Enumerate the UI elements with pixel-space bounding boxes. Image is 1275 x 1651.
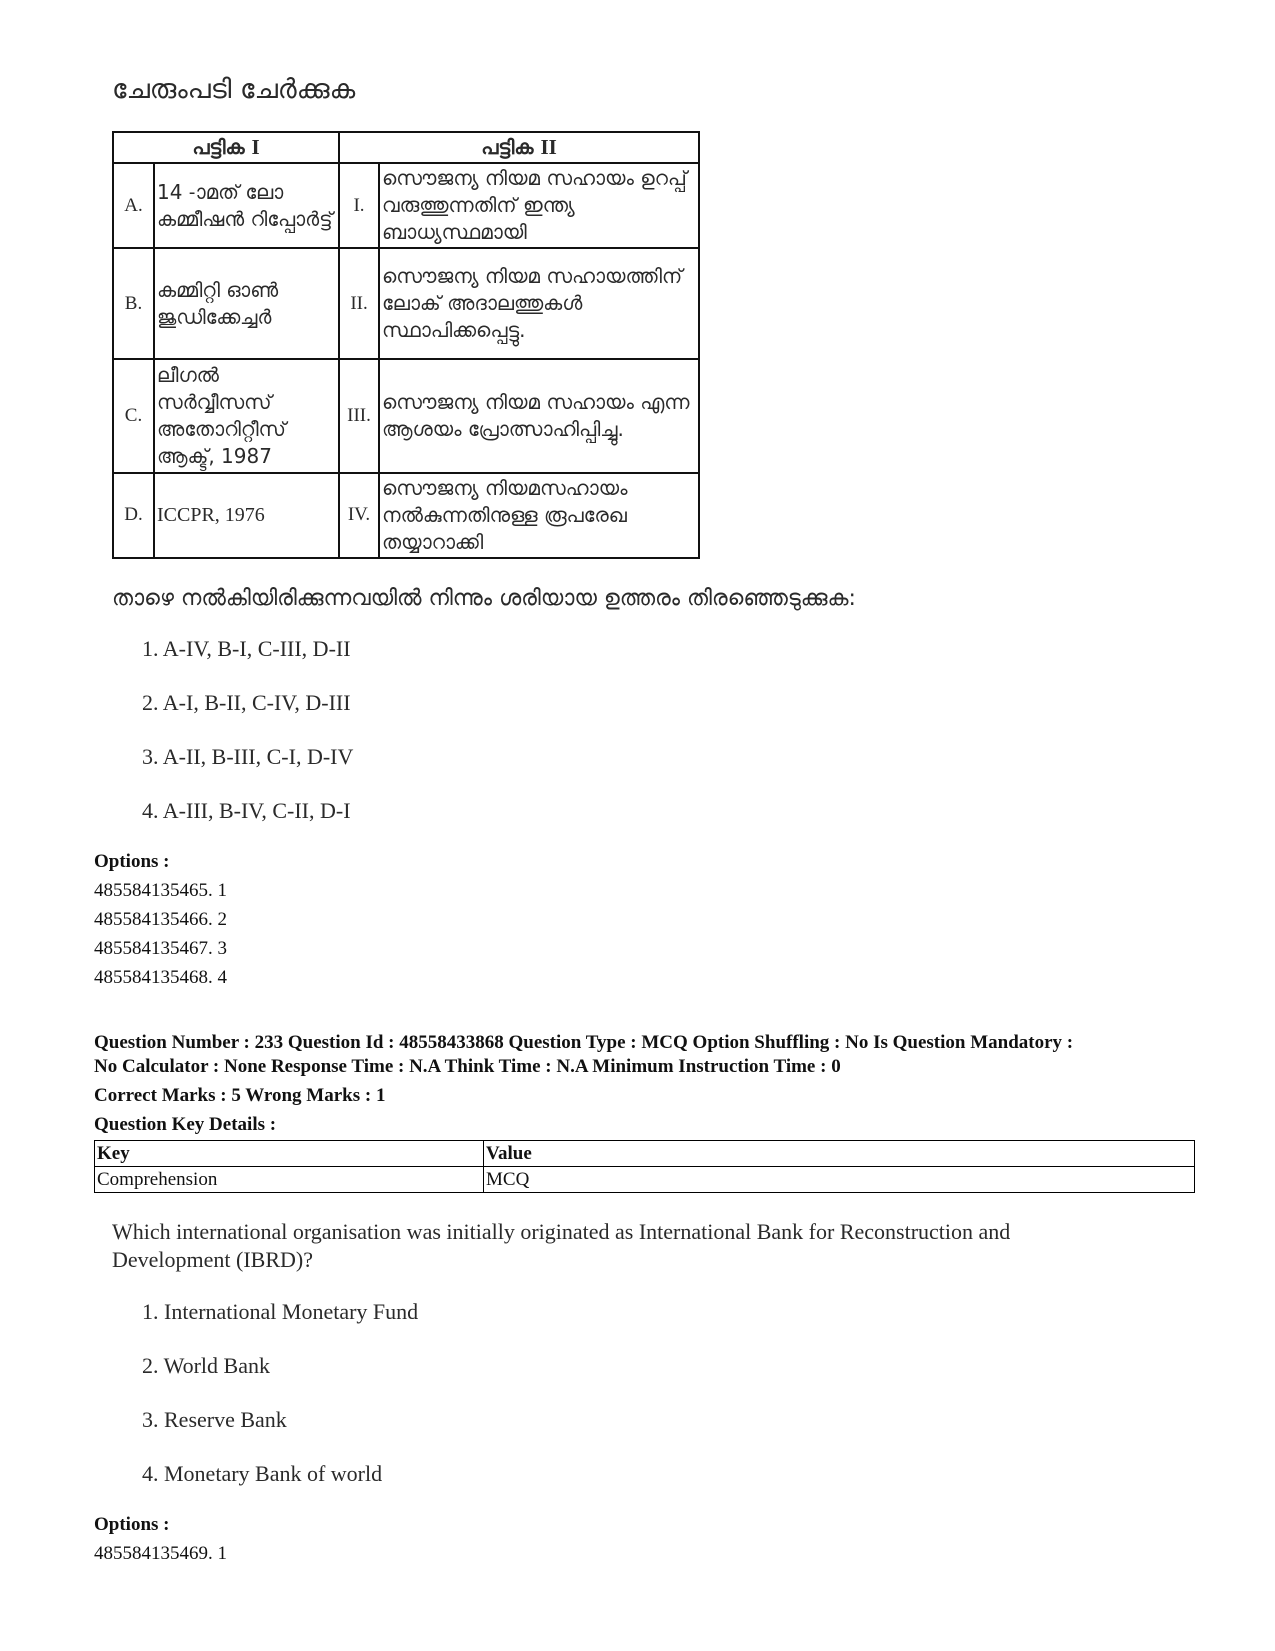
key-table-header xyxy=(95,1141,1195,1167)
table-row xyxy=(113,163,699,248)
key-header: Key xyxy=(95,1141,484,1167)
row-label: I. xyxy=(339,163,379,248)
options-label: Options : xyxy=(94,851,170,872)
choice-2: 2. A-I, B-II, C-IV, D-III xyxy=(142,690,351,715)
value-header: Value xyxy=(484,1141,1195,1167)
key-details-label: Question Key Details : xyxy=(94,1114,277,1135)
table-row xyxy=(113,359,699,472)
question-meta-line-2: No Calculator : None Response Time : N.A Think Time : N.A Minimum Instruction Time : 0 xyxy=(94,1056,841,1077)
list-1-cell: 14 -ാമത് ലോ കമ്മീഷൻ റിപ്പോർട്ട് xyxy=(154,163,339,248)
choice-4: 4. Monetary Bank of world xyxy=(142,1461,383,1486)
list-2-cell: സൌജന്യ നിയമ സഹായം എന്ന ആശയം പ്രോത്സാഹിപ്പിച്ചു. xyxy=(379,359,699,472)
options-label: Options : xyxy=(94,1514,170,1535)
list-2-cell: സൌജന്യ നിയമസഹായം നൽകുന്നതിനുള്ള രൂപരേഖ തയ്യാറാക്കി xyxy=(379,473,699,558)
value-cell: MCQ xyxy=(484,1167,1195,1193)
key-cell: Comprehension xyxy=(95,1167,484,1193)
key-details-table xyxy=(94,1140,1195,1193)
list-2-header: പട്ടിക II xyxy=(339,132,699,163)
table-row xyxy=(95,1167,1195,1193)
choice-3: 3. A-II, B-III, C-I, D-IV xyxy=(142,744,354,769)
question-instruction: ചേരുംപടി ചേർക്കുക xyxy=(112,74,356,105)
choice-1: 1. A-IV, B-I, C-III, D-II xyxy=(142,636,351,661)
table-row xyxy=(113,248,699,359)
marks-line: Correct Marks : 5 Wrong Marks : 1 xyxy=(94,1085,386,1106)
match-table-header xyxy=(113,132,699,163)
list-1-cell: കമ്മിറ്റി ഓൺ ജുഡിക്കേച്ചർ xyxy=(154,248,339,359)
row-label: III. xyxy=(339,359,379,472)
option-id: 485584135469. 1 xyxy=(94,1543,227,1564)
row-label: A. xyxy=(113,163,154,248)
option-id: 485584135467. 3 xyxy=(94,938,227,959)
row-label: C. xyxy=(113,359,154,472)
row-label: B. xyxy=(113,248,154,359)
list-1-cell: ലീഗൽ സർവ്വീസസ് അതോറിറ്റീസ് ആക്ട്, 1987 xyxy=(154,359,339,472)
row-label: D. xyxy=(113,473,154,558)
question-text: Which international organisation was initially originated as International Bank for Reconstruction and Development (IBRD)? xyxy=(112,1219,1011,1272)
option-id: 485584135466. 2 xyxy=(94,909,227,930)
choice-3: 3. Reserve Bank xyxy=(142,1407,287,1432)
match-table xyxy=(112,131,700,559)
table-row xyxy=(113,473,699,558)
row-label: II. xyxy=(339,248,379,359)
list-2-cell: സൌജന്യ നിയമ സഹായം ഉറപ്പ് വരുത്തുന്നതിന് ഇന്ത്യ ബാധ്യസ്ഥമായി xyxy=(379,163,699,248)
select-instruction: താഴെ നൽകിയിരിക്കുന്നവയിൽ നിന്നും ശരിയായ ഉത്തരം തിരഞ്ഞെടുക്കുക: xyxy=(112,586,856,611)
choice-2: 2. World Bank xyxy=(142,1353,270,1378)
list-1-header: പട്ടിക I xyxy=(113,132,339,163)
row-label: IV. xyxy=(339,473,379,558)
question-meta-line-1: Question Number : 233 Question Id : 48558433868 Question Type : MCQ Option Shuffling : No Is Question Mandatory : xyxy=(94,1032,1074,1053)
option-id: 485584135465. 1 xyxy=(94,880,227,901)
choice-1: 1. International Monetary Fund xyxy=(142,1299,419,1324)
list-2-cell: സൌജന്യ നിയമ സഹായത്തിന് ലോക് അദാലത്തുകൾ സ്ഥാപിക്കപ്പെട്ടു. xyxy=(379,248,699,359)
list-1-cell: ICCPR, 1976 xyxy=(154,473,339,558)
choice-4: 4. A-III, B-IV, C-II, D-I xyxy=(142,798,351,823)
option-id: 485584135468. 4 xyxy=(94,967,227,988)
